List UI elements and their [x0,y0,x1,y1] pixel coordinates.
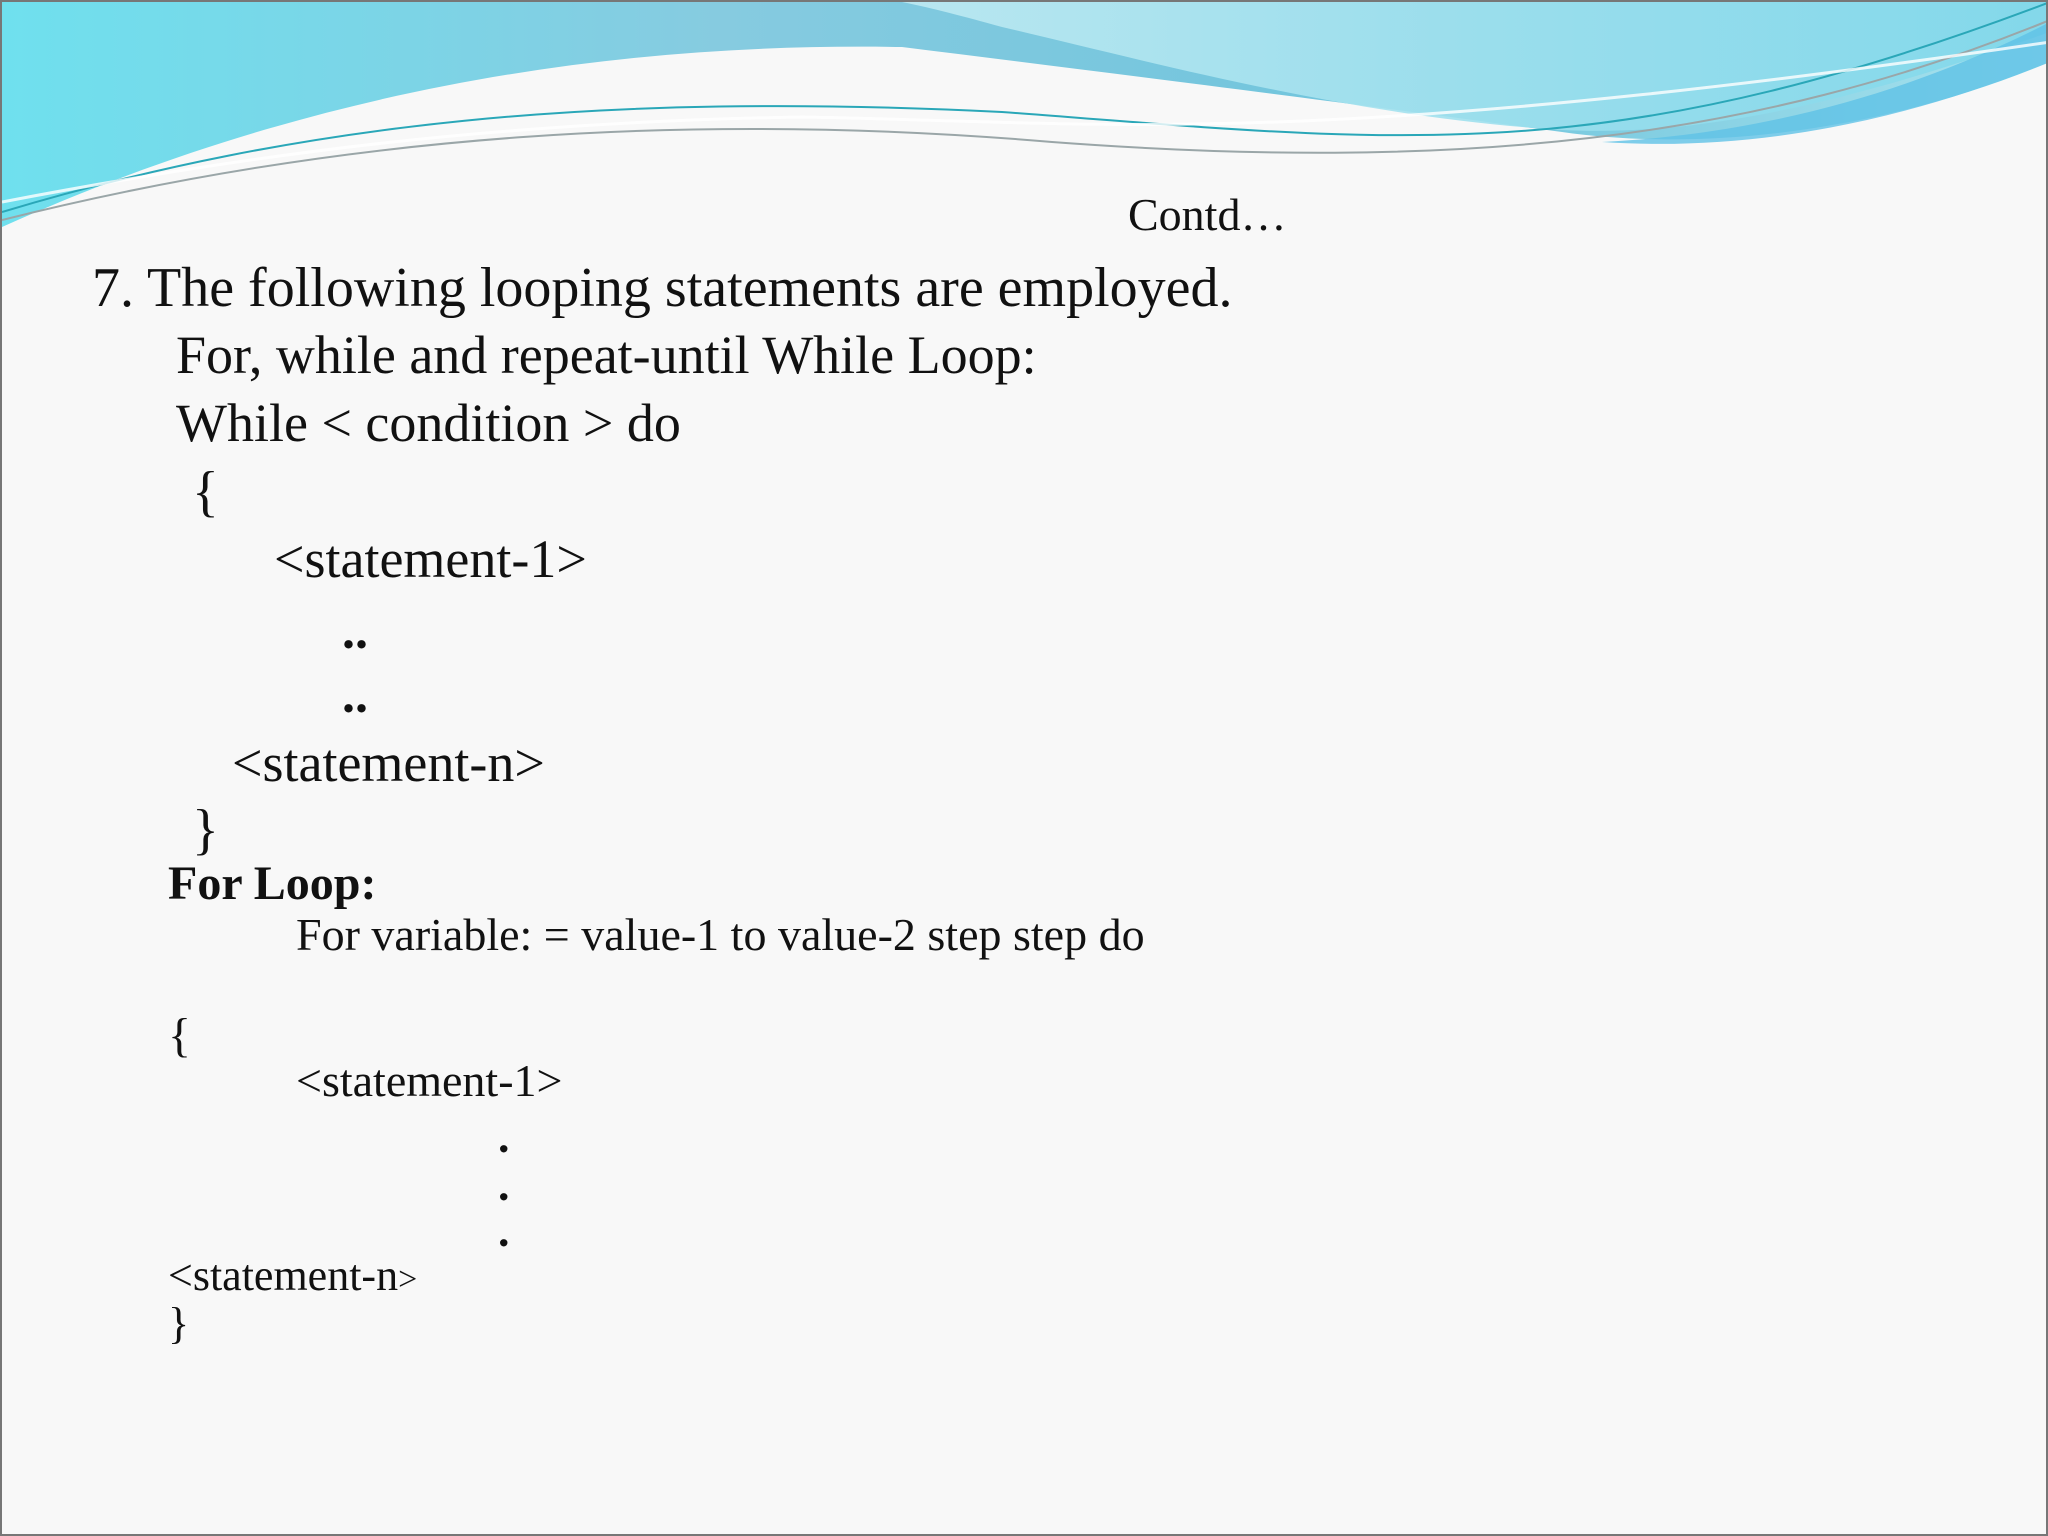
for-statement-1: <statement-1> [296,1055,563,1106]
for-loop-heading: For Loop: [168,857,377,910]
for-dot-1: . [498,1111,510,1162]
loop-types-line: For, while and repeat-until While Loop: [176,325,1037,385]
for-close-brace: } [168,1299,190,1348]
for-dot-3: . [498,1205,510,1256]
for-dot-2: . [498,1159,510,1210]
for-open-brace: { [168,1009,192,1062]
while-ellipsis-1: .. [342,603,368,660]
for-statement-n-close: > [398,1261,418,1298]
while-syntax-line: While < condition > do [176,393,681,453]
while-open-brace: { [192,461,219,523]
for-syntax-line: For variable: = value-1 to value-2 step step do [296,909,1145,960]
for-statement-n-text: <statement-n [168,1251,399,1300]
while-statement-n: <statement-n> [232,733,545,793]
while-ellipsis-2: .. [342,667,368,724]
while-close-brace: } [192,799,219,861]
contd-label: Contd… [1128,189,1287,240]
header-wave-decoration [2,2,2048,262]
heading: 7. The following looping statements are employed. [92,257,1233,319]
while-statement-1: <statement-1> [274,529,587,589]
for-statement-n [168,1251,418,1300]
